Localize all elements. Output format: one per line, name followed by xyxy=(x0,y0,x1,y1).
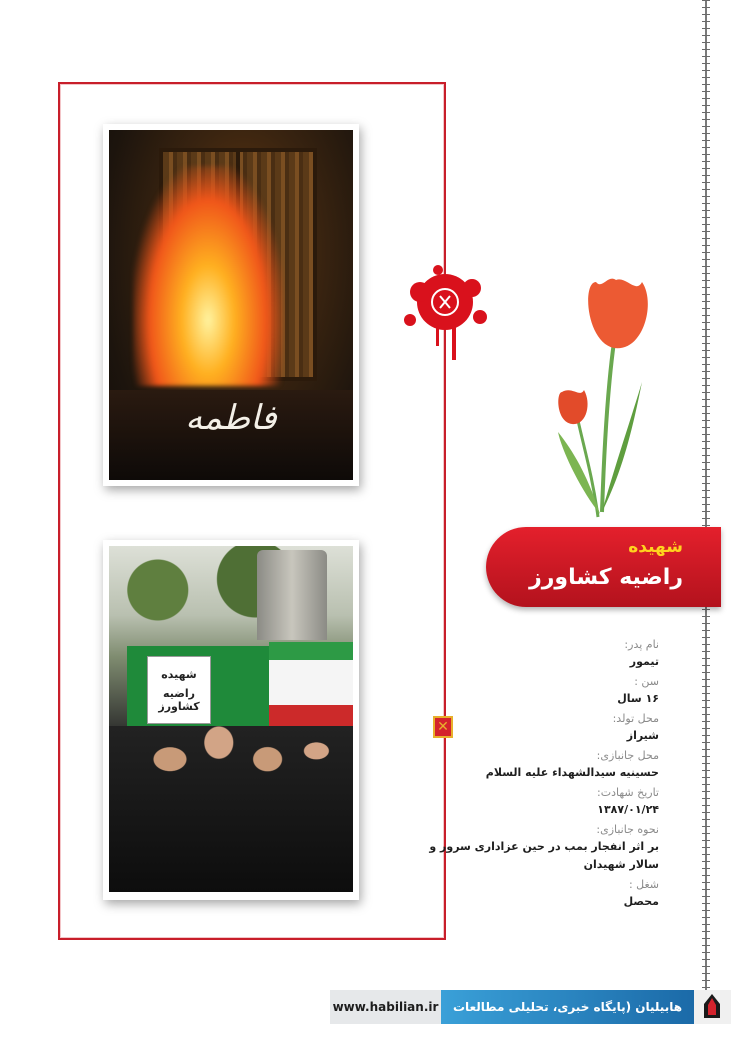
funeral-photo xyxy=(103,540,359,900)
mourners-hands xyxy=(109,726,353,892)
info-value-birthplace: شیراز xyxy=(626,729,659,742)
coffin-label-line2: راضیه کشاورز xyxy=(158,686,200,713)
info-label-birthplace: محل تولد: xyxy=(612,712,659,725)
funeral-image xyxy=(109,546,353,892)
barbed-wire-barbs xyxy=(702,0,710,990)
habilian-logo-icon xyxy=(694,990,731,1024)
info-label-occupation: شغل : xyxy=(628,878,659,891)
coffin-label-line1: شهیده xyxy=(161,667,197,681)
info-list xyxy=(429,636,659,913)
info-value-father: تیمور xyxy=(629,655,659,668)
info-value-injury-manner: بر اثر انفجار بمب در حین عزاداری سرور و سالار شهیدان xyxy=(429,840,659,871)
fatima-poster xyxy=(103,124,359,486)
info-value-occupation: محصل xyxy=(623,895,659,908)
info-label-injury-place: محل جانبازی: xyxy=(596,749,659,762)
info-value-martyrdom-date: ۱۳۸۷/۰۱/۲۴ xyxy=(597,803,659,816)
arrow-mark-icon: ✕ xyxy=(433,716,453,738)
info-value-age: ۱۶ سال xyxy=(617,692,659,705)
coffin-label xyxy=(147,656,211,724)
footer-url[interactable]: www.habilian.ir xyxy=(330,990,441,1024)
info-label-age: سن : xyxy=(634,675,659,688)
stone-pillar xyxy=(257,550,327,640)
info-label-martyrdom-date: تاریخ شهادت: xyxy=(597,786,659,799)
banner-title: شهیده xyxy=(628,537,683,557)
poster-image xyxy=(109,130,353,480)
name-banner xyxy=(486,527,721,607)
banner-name: راضیه کشاورز xyxy=(529,565,683,590)
blood-splash-icon xyxy=(400,262,490,362)
footer-tagline: هابیلیان (پایگاه خبری، تحلیلی مطالعات تروریسم) xyxy=(441,990,694,1024)
poster-calligraphy: فاطمه xyxy=(185,398,277,438)
info-value-injury-place: حسینیه سیدالشهداء علیه السلام xyxy=(485,766,659,779)
tulip-icon xyxy=(552,272,662,532)
coffin-flag xyxy=(269,642,353,732)
flames xyxy=(133,166,283,386)
info-label-injury-manner: نحوه جانبازی: xyxy=(596,823,659,836)
info-label-father: نام پدر: xyxy=(624,638,659,651)
